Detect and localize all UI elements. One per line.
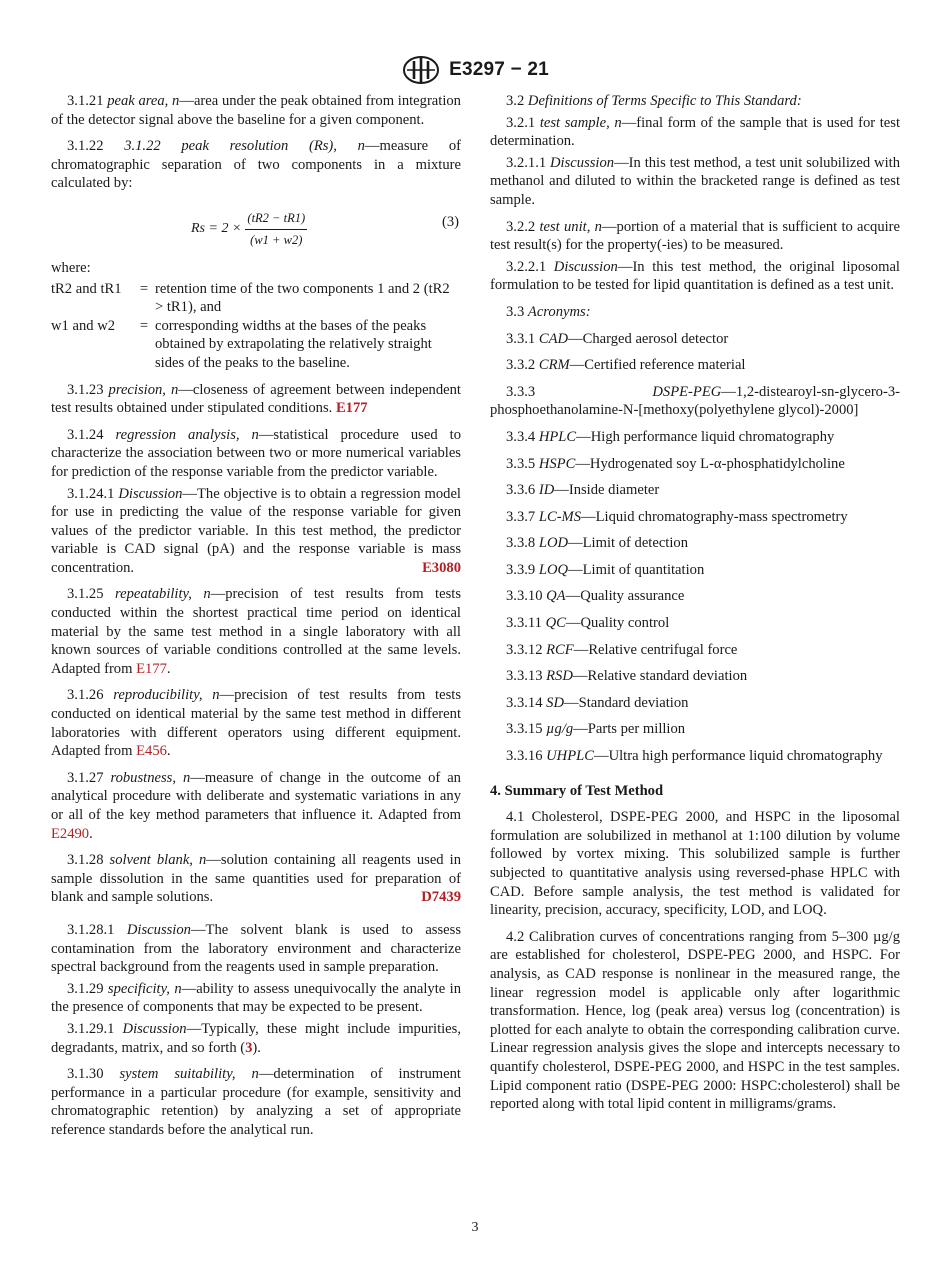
variable-definition: w1 and w2 = corresponding widths at the bases of the peaks obtained by extrapolating the relatively straight sides of the peaks to the baseline. xyxy=(51,317,461,373)
section-3-2: 3.2 Definitions of Terms Specific to This Standard: xyxy=(506,93,802,109)
definition-3-1-21: 3.1.21 peak area, n—area under the peak obtained from integration of the detector signal above the baseline for a given component. xyxy=(51,93,461,128)
definition-3-1-26: 3.1.26 reproducibility, n—precision of test results from tests conducted on identical material by the same test method in different laboratories with different operators using different equipment. Adapted from E456. xyxy=(51,687,462,760)
reference-link[interactable]: E2490 xyxy=(51,825,90,842)
paragraph-4-1: 4.1 Cholesterol, DSPE-PEG 2000, and HSPC in the liposomal formulation are solubilized in methanol at 1:100 dilution by volume followed by vortex mixing. This solubilized sample is further subjected to quantitative analysis using reversed-phase HPLC with CAD. Before sample analysis, the test method is validated for linearity, precision, accuracy, specificity, LOD, and LOQ. xyxy=(490,809,900,919)
variable-term: w1 and w2 xyxy=(51,317,116,334)
definition-3-1-28: 3.1.28 solvent blank, n—solution containing all reagents used in sample dissolution in the same quantities used for preparation of blank and sample solutions. D7439 xyxy=(51,852,461,906)
discussion-3-2-2-1: 3.2.2.1 Discussion—In this test method, the original liposomal formulation to be tested for lipid quantitation is defined as a test unit. xyxy=(490,258,900,294)
astm-logo-icon xyxy=(401,55,441,85)
page-number: 3 xyxy=(471,1220,479,1235)
acronym-item: 3.3.9 LOQ—Limit of quantitation xyxy=(506,561,705,578)
acronym-item: 3.3.7 LC-MS—Liquid chromatography-mass spectrometry xyxy=(506,508,848,525)
definition-3-1-22: 3.1.22 3.1.22 peak resolution (Rs), n—measure of chromatographic separation of two components in a mixture calculated by: xyxy=(51,138,461,192)
acronym-item: 3.3.1 CAD—Charged aerosol detector xyxy=(506,330,729,347)
definition-3-1-30: 3.1.30 system suitability, n—determination of instrument performance in a particular procedure (for example, sensitivity and chromatographic retention) by analyzing a set of appropriate reference standards before the analytical run. xyxy=(51,1066,461,1138)
reference-link[interactable]: E177 xyxy=(335,400,368,417)
discussion-3-2-1-1: 3.2.1.1 Discussion—In this test method, a test unit solubilized with methanol and diluted to within the bracketed range is defined as test sample. xyxy=(490,154,900,208)
discussion-3-1-24-1: 3.1.24.1 Discussion—The objective is to obtain a regression model for use in predicting the value of the response variable for given values of the predictor variable. In this test method, the predictor variable is CAD signal (pA) and the response variable is mass concentration. E3080 xyxy=(51,485,461,576)
acronym-item: 3.3.11 QC—Quality control xyxy=(506,615,670,632)
reference-link[interactable]: E177 xyxy=(136,660,167,677)
paragraph-4-2: 4.2 Calibration curves of concentrations ranging from 5–300 µg/g are established for cholesterol, DSPE-PEG 2000, and HSPC. For analysis, as CAD response is nonlinear in the measured range, the linear regression model is applicable only after logarithmic transformation. Hence, log (peak area) versus log (concentration) is plotted for each analyte to obtain the corresponding calibration curve. Linear regression analysis gives the slope and intercepts necessary to quantify cholesterol, DSPE-PEG 2000, and HSPC in the test samples. Lipid component ratio (DSPE-PEG 2000: HSPC:cholesterol) shall be reported along with total lipid content in milligrams/grams. xyxy=(490,928,900,1113)
definition-3-2-1: 3.2.1 test sample, n—final form of the sample that is used for test determination. xyxy=(490,114,901,150)
definition-3-1-23: 3.1.23 precision, n—closeness of agreement between independent test results obtained under stipulated conditions. E177 xyxy=(51,381,461,417)
equation-3 xyxy=(51,199,461,253)
reference-link[interactable]: D7439 xyxy=(421,889,461,906)
acronym-item: 3.3.2 CRM—Certified reference material xyxy=(506,357,746,374)
where-label: where: xyxy=(51,259,91,276)
variable-definition: tR2 and tR1 = retention time of the two components 1 and 2 (tR2 > tR1), and xyxy=(51,280,461,317)
reference-link[interactable]: E456 xyxy=(136,743,167,760)
page-header xyxy=(0,55,950,85)
acronym-item: 3.3.12 RCF—Relative centrifugal force xyxy=(506,641,738,658)
acronym-item: 3.3.5 HSPC—Hydrogenated soy L-α-phosphatidylcholine xyxy=(506,455,845,472)
equation-number: (3) xyxy=(441,213,459,230)
right-column xyxy=(490,92,900,1114)
variable-description: corresponding widths at the bases of the peaks obtained by extrapolating the relatively straight sides of the peaks to the baseline. xyxy=(155,317,432,371)
acronym-item: 3.3.10 QA—Quality assurance xyxy=(506,588,685,605)
acronym-item: 3.3.6 ID—Inside diameter xyxy=(506,482,660,499)
discussion-3-1-28-1: 3.1.28.1 Discussion—The solvent blank is used to assess contamination from the laboratory environment and characterize spectral background from the reagents used in sample preparation. xyxy=(51,921,461,976)
section-3-3: 3.3 Acronyms: xyxy=(506,303,591,320)
standard-designation: E3297 − 21 xyxy=(449,59,549,80)
equation-lhs: Rs = 2 × xyxy=(191,220,242,236)
variable-description: retention time of the two components 1 and 2 (tR2 > tR1), and xyxy=(155,280,450,316)
definition-3-2-2: 3.2.2 test unit, n—portion of a material that is sufficient to acquire test result(s) for the property(-ies) to be measured. xyxy=(490,218,901,254)
equation-numerator: (tR2 − tR1) xyxy=(245,209,307,230)
discussion-3-1-29-1: 3.1.29.1 Discussion—Typically, these might include impurities, degradants, matrix, and so forth (3). xyxy=(51,1020,461,1056)
definition-3-1-29: 3.1.29 specificity, n—ability to assess unequivocally the analyte in the presence of components that may be expected to be present. xyxy=(51,980,461,1016)
acronym-item: 3.3.3 DSPE-PEG—1,2-distearoyl-sn-glycero-3-phosphoethanolamine-N-[methoxy(polyethylene glycol)-2000] xyxy=(490,383,900,419)
acronym-item: 3.3.8 LOD—Limit of detection xyxy=(506,535,689,552)
acronym-item: 3.3.15 µg/g—Parts per million xyxy=(506,721,686,738)
definition-3-1-25: 3.1.25 repeatability, n—precision of test results from tests conducted within the shortest practical time period on identical material by the same test method in a single laboratory with all known sources of variable conditions controlled at the same levels. Adapted from E177. xyxy=(51,586,461,677)
acronym-item: 3.3.16 UHPLC—Ultra high performance liquid chromatography xyxy=(506,748,883,765)
definition-3-1-27: 3.1.27 robustness, n—measure of change in the outcome of an analytical procedure with deliberate and systematic variations in any or all of the key method parameters that influence it. Adapted from E2490. xyxy=(51,769,461,842)
section-heading: 4. Summary of Test Method xyxy=(490,782,664,799)
acronym-item: 3.3.4 HPLC—High performance liquid chromatography xyxy=(506,428,835,445)
reference-link[interactable]: 3 xyxy=(245,1039,253,1056)
acronym-list xyxy=(490,330,900,766)
reference-link[interactable]: E3080 xyxy=(422,559,461,576)
acronym-item: 3.3.13 RSD—Relative standard deviation xyxy=(506,668,748,685)
acronym-item: 3.3.14 SD—Standard deviation xyxy=(506,694,689,711)
equation-denominator: (w1 + w2) xyxy=(250,232,303,247)
definition-3-1-24: 3.1.24 regression analysis, n—statistical procedure used to characterize the association between two or more numerical variables for prediction of the response variable from the predictor variable. xyxy=(51,426,461,480)
left-column xyxy=(51,92,461,1140)
variable-term: tR2 and tR1 xyxy=(51,280,122,297)
